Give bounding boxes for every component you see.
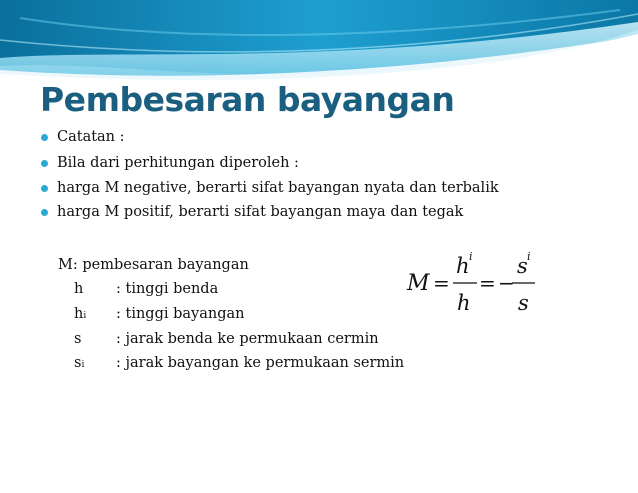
definition-row-m (58, 255, 249, 275)
formula-den1: h (457, 291, 471, 315)
bullet-dot-icon (41, 209, 48, 216)
bullet-item (40, 202, 463, 222)
formula-num1: h (456, 254, 470, 278)
bullet-dot-icon (41, 185, 48, 192)
formula-equals: = (433, 271, 450, 295)
definition-symbol: h (74, 281, 84, 297)
formula-equals: = (479, 271, 496, 295)
definition-symbol: si (74, 355, 85, 371)
bullet-dot-icon (41, 160, 48, 167)
definition-symbol: hi (74, 306, 87, 322)
bullet-text: Bila dari perhitungan diperoleh : (57, 155, 299, 171)
definition-text: : tinggi benda (116, 281, 219, 297)
slide-title: Pembesaran bayangan (40, 80, 455, 119)
formula-num2-sup: i (527, 250, 531, 263)
bullet-item (40, 153, 299, 173)
definition-text: : jarak bayangan ke permukaan sermin (116, 355, 405, 371)
definition-text: : pembesaran bayangan (72, 257, 249, 273)
bullet-item (40, 178, 499, 198)
bullet-text: harga M positif, berarti sifat bayangan maya dan tegak (57, 204, 464, 220)
definition-symbol: M (58, 257, 73, 273)
bullet-text: Catatan : (57, 129, 125, 145)
definition-text: : tinggi bayangan (116, 306, 245, 322)
magnification-formula (405, 248, 555, 318)
bullet-text: harga M negative, berarti sifat bayangan nyata dan terbalik (57, 180, 499, 196)
bullet-item (40, 127, 125, 147)
bullet-dot-icon (41, 134, 48, 141)
definition-text: : jarak benda ke permukaan cermin (116, 331, 379, 347)
definition-symbol: s (74, 331, 82, 347)
formula-den2: s (518, 291, 529, 315)
formula-lhs: M (407, 271, 430, 296)
formula-num2: s (517, 254, 528, 278)
formula-num1-sup: i (469, 250, 473, 263)
formula-minus: − (498, 271, 515, 295)
